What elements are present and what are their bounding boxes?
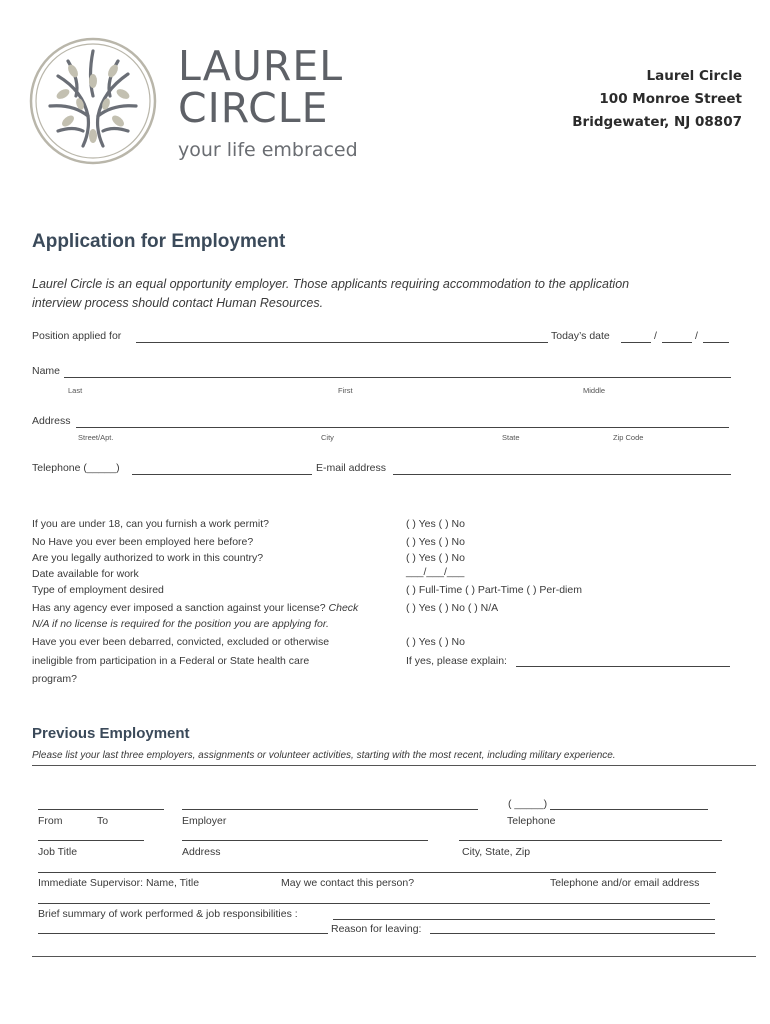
date-slash-2: / [695, 330, 698, 342]
name-first-caption: First [338, 386, 353, 395]
supervisor-caption: Immediate Supervisor: Name, Title [38, 877, 200, 889]
telephone-label: Telephone (_____) [32, 462, 120, 474]
laurel-tree-icon [28, 36, 158, 166]
name-last-caption: Last [68, 386, 83, 395]
section-divider-top [32, 765, 756, 766]
telephone-field[interactable] [132, 474, 312, 475]
question-sanction-note: N/A if no license is required for the position you are applying for. [32, 618, 329, 630]
name-label: Name [32, 365, 61, 377]
address-field[interactable] [76, 427, 729, 428]
previous-employment-heading: Previous Employment [32, 725, 190, 742]
today-date-label: Today’s date [551, 330, 610, 342]
question-employed-before: No Have you ever been employed here before? [32, 536, 254, 548]
from-to-field[interactable] [38, 809, 164, 810]
job-title-field[interactable] [38, 840, 144, 841]
question-work-permit: If you are under 18, can you furnish a work permit? [32, 518, 269, 530]
question-authorized: Are you legally authorized to work in this country? [32, 552, 264, 564]
explain-field[interactable] [516, 666, 730, 667]
explain-label: If yes, please explain: [406, 655, 507, 667]
reason-label: Reason for leaving: [331, 923, 422, 935]
answer-employed-before[interactable]: ( ) Yes ( ) No [406, 536, 465, 548]
position-field[interactable] [136, 342, 548, 343]
page-title: Application for Employment [32, 231, 286, 252]
telephone-caption: Telephone [507, 815, 556, 827]
employer-field[interactable] [182, 809, 478, 810]
question-sanction-check: Check [328, 602, 359, 614]
email-label: E-mail address [316, 462, 387, 474]
to-caption: To [97, 815, 109, 827]
org-street: 100 Monroe Street [599, 91, 742, 107]
question-debarred-line-3: program? [32, 673, 77, 685]
date-day-field[interactable] [662, 342, 692, 343]
telephone-field-prev[interactable] [550, 809, 708, 810]
job-title-caption: Job Title [38, 846, 78, 858]
contact-caption: May we contact this person? [281, 877, 415, 889]
previous-employment-instructions: Please list your last three employers, assignments or volunteer activities, starting with the most recent, including military experience. [32, 750, 616, 761]
answer-sanction[interactable]: ( ) Yes ( ) No ( ) N/A [406, 602, 499, 614]
summary-label: Brief summary of work performed & job responsibilities : [38, 908, 298, 920]
from-caption: From [38, 815, 63, 827]
section-divider-bottom [32, 956, 756, 957]
answer-employment-type[interactable]: ( ) Full-Time ( ) Part-Time ( ) Per-diem [406, 584, 582, 596]
city-state-zip-field[interactable] [459, 840, 722, 841]
answer-authorized[interactable]: ( ) Yes ( ) No [406, 552, 465, 564]
logo-word-circle: CIRCLE [178, 84, 329, 132]
answer-debarred[interactable]: ( ) Yes ( ) No [406, 636, 465, 648]
address-field-prev[interactable] [182, 840, 428, 841]
org-name: Laurel Circle [646, 68, 742, 84]
address-zip-caption: Zip Code [613, 433, 644, 442]
email-field[interactable] [393, 474, 731, 475]
question-employment-type: Type of employment desired [32, 584, 164, 596]
address-street-caption: Street/Apt. [78, 433, 114, 442]
question-sanction [32, 602, 358, 614]
address-city-caption: City [321, 433, 334, 442]
name-field[interactable] [64, 377, 731, 378]
address-state-caption: State [502, 433, 520, 442]
org-city: Bridgewater, NJ 08807 [572, 114, 742, 130]
date-month-field[interactable] [621, 342, 651, 343]
name-middle-caption: Middle [583, 386, 606, 395]
answer-date-available[interactable]: ___/___/___ [406, 566, 465, 578]
question-sanction-text: Has any agency ever imposed a sanction against your license? [32, 602, 326, 614]
logo-word-laurel: LAUREL [178, 42, 344, 90]
logo-emblem [28, 36, 158, 166]
intro-line-1: Laurel Circle is an equal opportunity employer. Those applicants requiring accommodation to the application [32, 277, 630, 291]
summary-field-line-2[interactable] [38, 933, 328, 934]
reason-field[interactable] [430, 933, 715, 934]
employer-caption: Employer [182, 815, 227, 827]
address-caption: Address [182, 846, 221, 858]
date-year-field[interactable] [703, 342, 729, 343]
answer-work-permit[interactable]: ( ) Yes ( ) No [406, 518, 465, 530]
tel-email-caption: Telephone and/or email address [550, 877, 700, 889]
logo-tagline: your life embraced [178, 139, 358, 161]
question-debarred-line-2: ineligible from participation in a Federal or State health care [32, 655, 310, 667]
supervisor-details-field[interactable] [38, 903, 710, 904]
city-state-zip-caption: City, State, Zip [462, 846, 531, 858]
supervisor-field[interactable] [38, 872, 716, 873]
position-label: Position applied for [32, 330, 122, 342]
summary-field[interactable] [333, 919, 715, 920]
address-label: Address [32, 415, 71, 427]
question-debarred-line-1: Have you ever been debarred, convicted, excluded or otherwise [32, 636, 330, 648]
date-slash-1: / [654, 330, 657, 342]
phone-area-code[interactable]: ( _____) [508, 798, 548, 810]
question-date-available: Date available for work [32, 568, 139, 580]
intro-line-2: interview process should contact Human Resources. [32, 296, 324, 310]
